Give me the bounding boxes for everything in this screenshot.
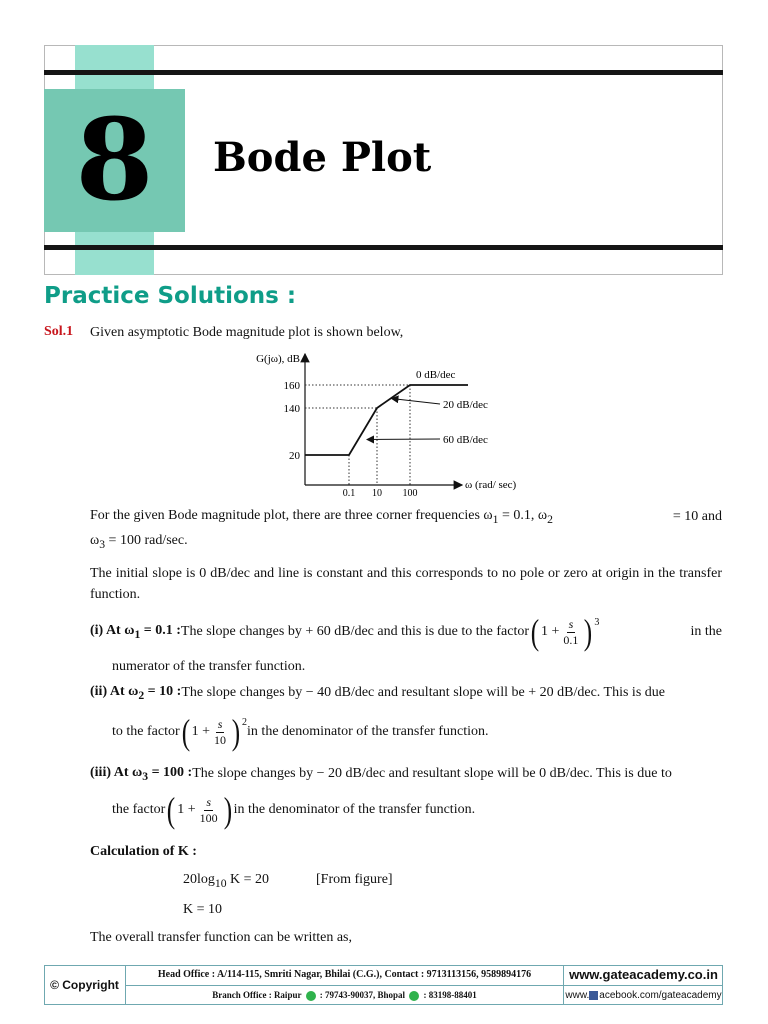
facebook-icon	[589, 991, 598, 1000]
x-axis-label: ω (rad/ sec)	[465, 479, 517, 491]
item-i-line1: (i) At $\omega_1 = 0.1$ : The slope changes by + 60 dB/dec and this is due to the factor ( 1 + $\frac{s}{0.1}$ ) 3 in the	[90, 612, 722, 652]
slope-label: 60 dB/dec	[443, 434, 488, 446]
x-tick-label: 0.1	[342, 488, 356, 499]
solution-intro: Given asymptotic Bode magnitude plot is shown below,	[90, 325, 404, 340]
phone-icon	[409, 991, 419, 1001]
equation-note: [From figure]	[316, 872, 393, 887]
footer-branch-office: Branch Office : Raipur : 79743-90037, Bhopal : 83198-88401	[212, 990, 477, 1000]
footer-contact	[126, 965, 564, 1005]
y-tick-label: 140	[283, 403, 300, 415]
initial-slope-paragraph: The initial slope is 0 dB/dec and line is constant and this corresponds to no pole or zero at origin in the transfer function.	[90, 566, 722, 602]
slope-arrow	[367, 439, 440, 440]
header-bottom-rule	[44, 245, 723, 250]
item-ii-line1: (ii) At $\omega_2 = 10$ : The slope changes by − 40 dB/dec and resultant slope will be + 20 dB/dec. This is due	[90, 684, 665, 702]
phone-icon	[306, 991, 316, 1001]
header-top-rule	[44, 70, 723, 75]
footer-links	[564, 965, 723, 1005]
equation-20log: $20\log_{10}$ K = 20	[183, 872, 270, 890]
slope-label: 0 dB/dec	[416, 369, 456, 381]
item-ii-line2: to the factor ( 1 + $\frac{s}{10}$ ) 2 in the denominator of the transfer function.	[112, 712, 489, 752]
slope-arrow	[392, 399, 441, 405]
factor-iii: ( 1 + $\frac{s}{100}$ )	[167, 790, 232, 830]
overall-tf-text: The overall transfer function can be written as,	[90, 930, 353, 945]
solution-label: Sol.1	[44, 324, 74, 339]
item-i-line2: numerator of the transfer function.	[112, 659, 306, 674]
equation-k: K = 10	[183, 902, 223, 917]
corner-frequency-paragraph-line1: For the given Bode magnitude plot, there are three corner frequencies $\omega_1 = 0.1$, $\omega_2$ = 10 and	[90, 508, 722, 526]
section-heading: Practice Solutions :	[44, 283, 297, 309]
chapter-title: Bode Plot	[213, 134, 432, 181]
y-tick-label: 20	[289, 450, 300, 462]
footer-head-office: Head Office : A/114-115, Smriti Nagar, Bhilai (C.G.), Contact : 9713113156, 9589894176	[126, 965, 563, 986]
bode-magnitude-plot	[230, 348, 540, 500]
corner-frequency-paragraph-line2: $\omega_3 = 100$ rad/sec.	[90, 533, 188, 551]
y-axis-label: G(jω), dB	[256, 353, 300, 365]
y-tick-label: 160	[283, 380, 300, 392]
x-tick-label: 100	[402, 488, 418, 499]
factor-i: ( 1 + $\frac{s}{0.1}$ ) 3	[530, 612, 600, 652]
website-link[interactable]: www.gateacademy.co.in	[564, 965, 723, 986]
item-iii-line2: the factor ( 1 + $\frac{s}{100}$ ) in the denominator of the transfer function.	[112, 790, 476, 830]
footer-copyright: © Copyright	[44, 965, 126, 1005]
facebook-link[interactable]: www. acebook.com/gateacademy	[565, 990, 722, 1001]
item-iii-line1: (iii) At $\omega_3 = 100$ : The slope changes by − 20 dB/dec and resultant slope will be 0 dB/dec. This is due to	[90, 765, 672, 783]
chapter-number: 8	[75, 94, 154, 226]
factor-ii: ( 1 + $\frac{s}{10}$ ) 2	[181, 712, 248, 752]
x-tick-label: 10	[372, 488, 382, 499]
slope-label: 20 dB/dec	[443, 399, 488, 411]
calculation-heading: Calculation of K :	[90, 844, 197, 859]
